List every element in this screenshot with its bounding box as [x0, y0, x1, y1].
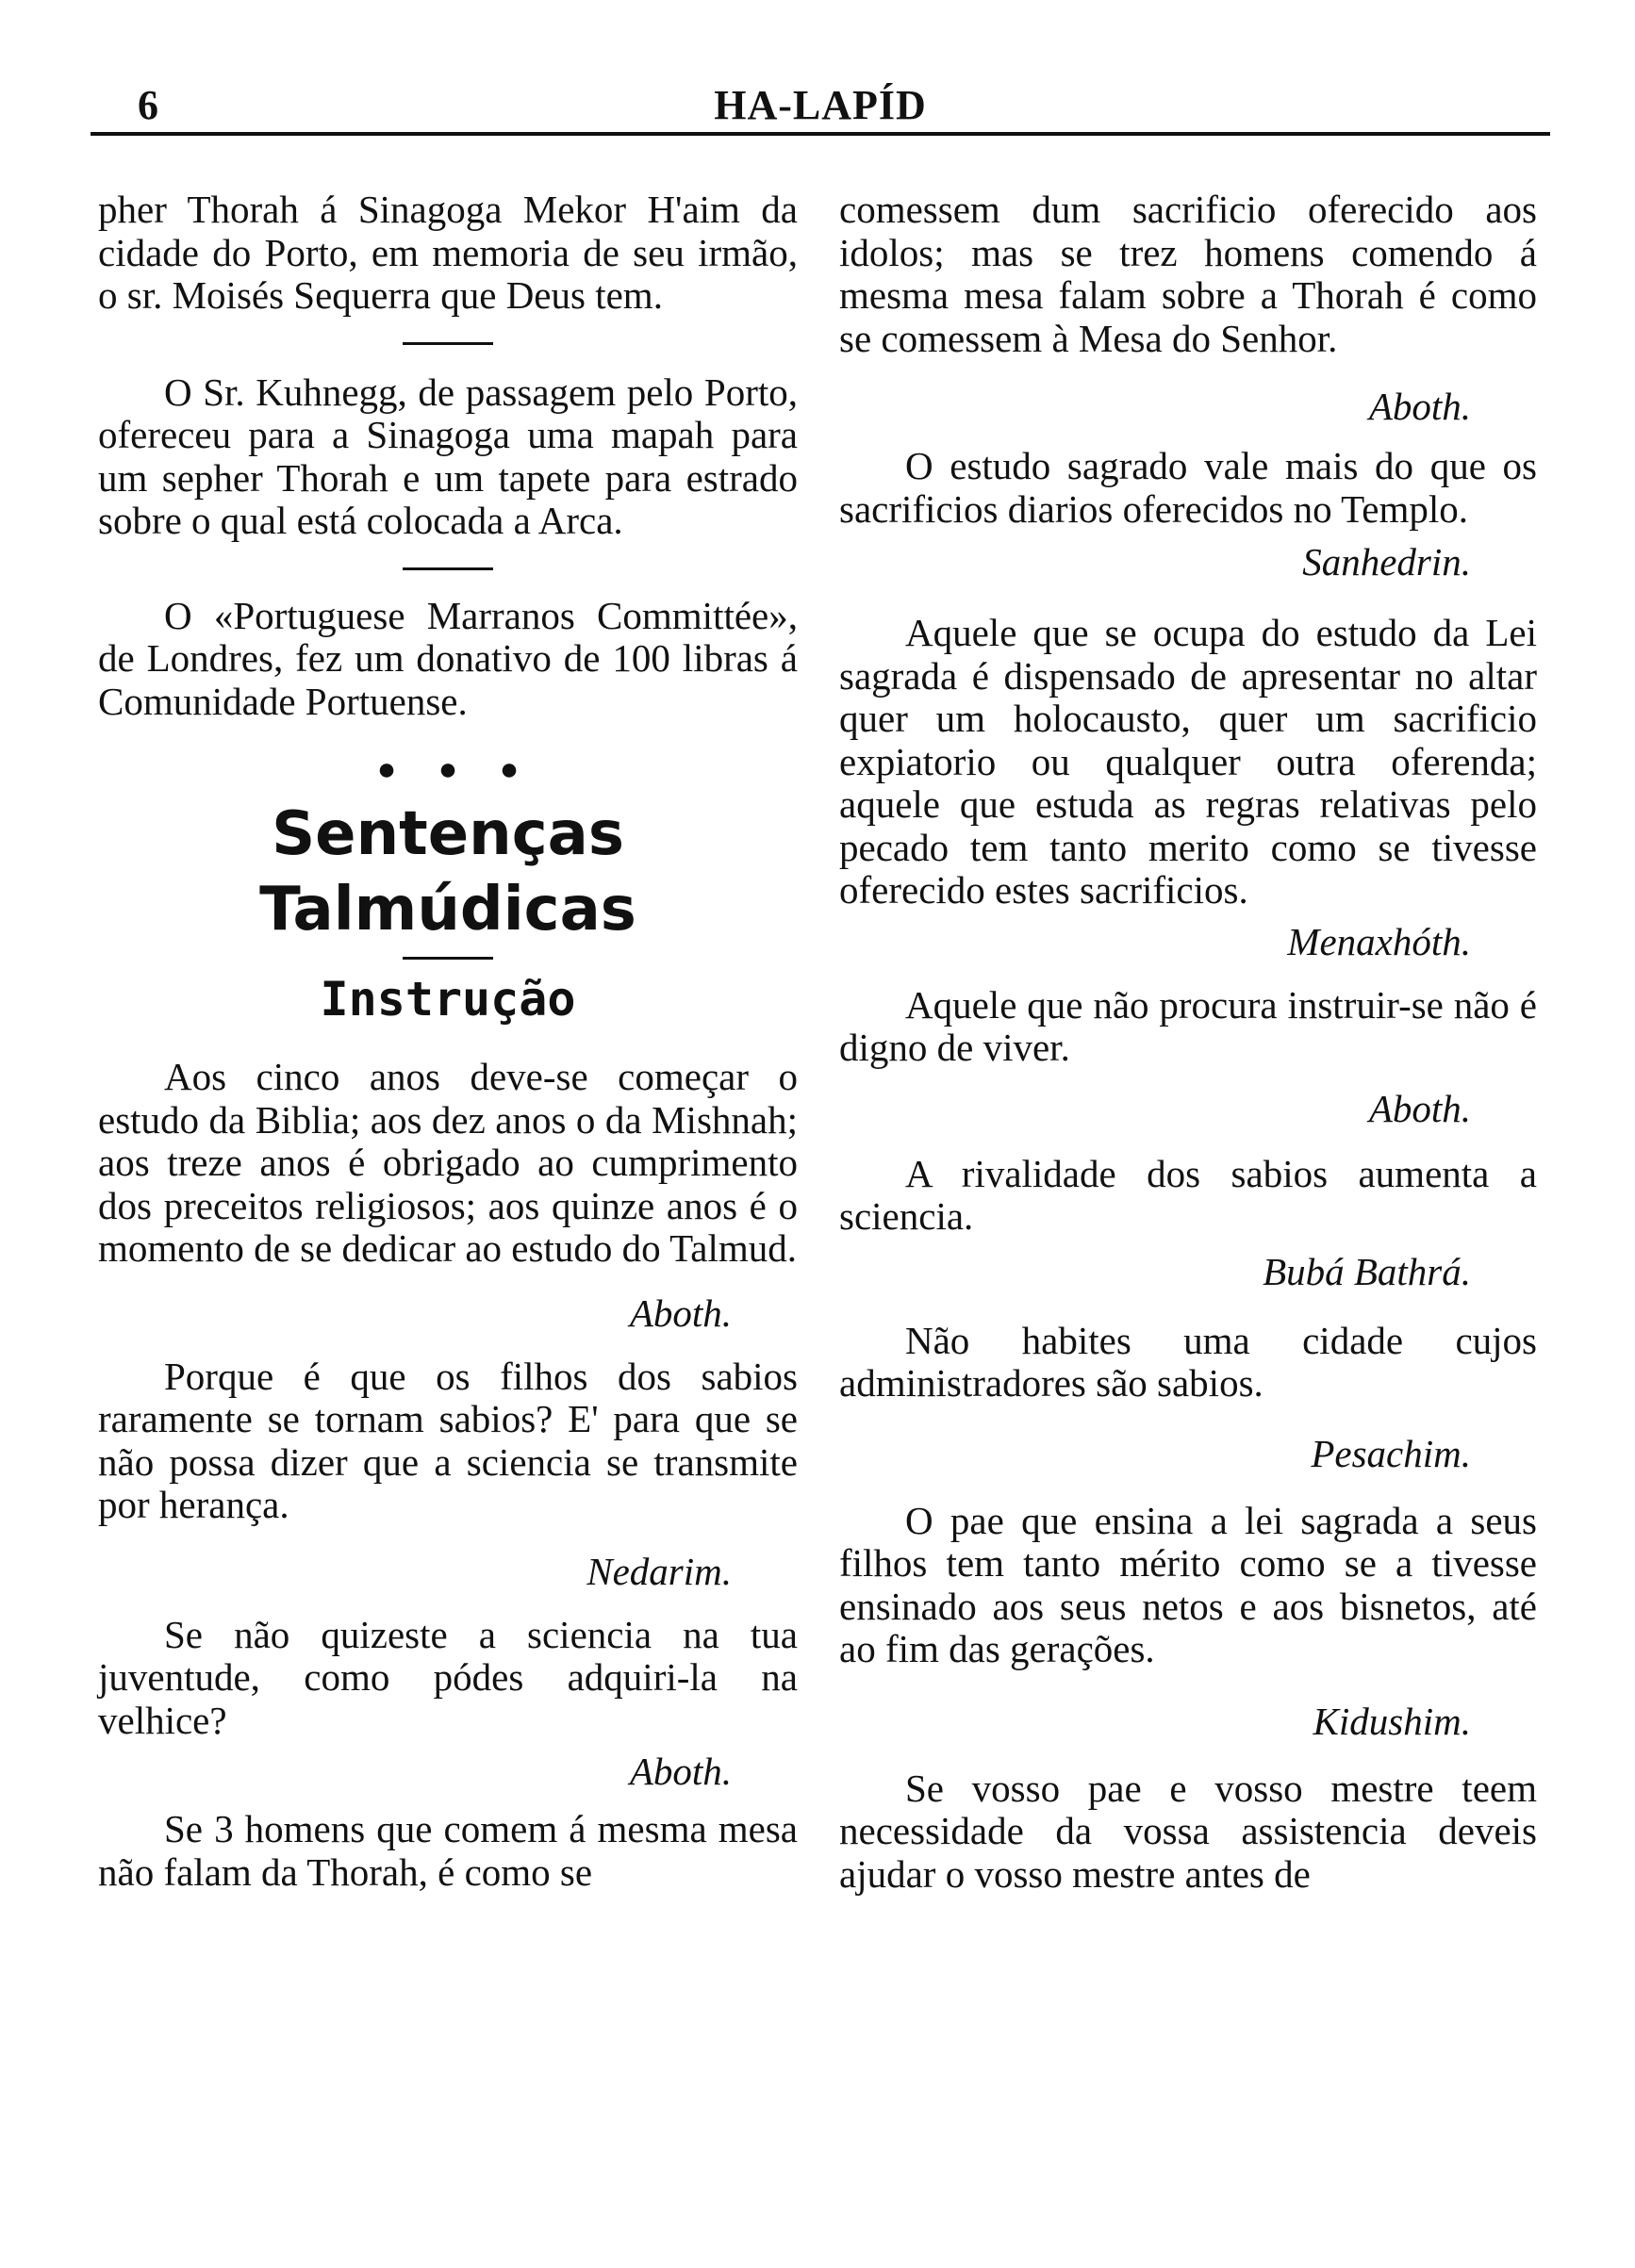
- section-title: Sentenças Talmúdicas: [259, 799, 636, 945]
- page-number: 6: [138, 82, 158, 128]
- saying-source: Pesachim.: [1311, 1431, 1471, 1475]
- saying-source: Sanhedrin.: [1302, 540, 1471, 583]
- left-column: [98, 189, 798, 1894]
- page-header: [91, 81, 1550, 138]
- journal-title: HA-LAPÍD: [714, 82, 927, 128]
- saying-source: Aboth.: [1368, 1086, 1471, 1130]
- saying-source: Kidushim.: [1313, 1699, 1471, 1743]
- saying-paragraph: Porque é que os filhos dos sabios raramente se tornam sabios? E' para que se não possa dizer que a sciencia se transmite por herança.: [98, 1354, 798, 1526]
- saying-source: Aboth.: [1368, 385, 1471, 428]
- ornament-dots: ● ● ●: [376, 752, 537, 787]
- paragraph-marranos-committee: O «Portuguese Marranos Committée», de Londres, fez um donativo de 100 libras á Comunidade Portuense.: [98, 593, 798, 723]
- saying-paragraph: Aos cinco anos deve-se começar o estudo da Biblia; aos dez anos o da Mishnah; aos treze anos é obrigado ao cumprimento dos preceitos religiosos; aos quinze anos é o momento de se dedicar ao estudo do Talmud.: [98, 1055, 798, 1270]
- section-subtitle: Instrução: [320, 972, 576, 1027]
- saying-paragraph: O pae que ensina a lei sagrada a seus filhos tem tanto mérito como se a tivesse ensinado aos seus netos e aos bisnetos, até ao fim das gerações.: [839, 1498, 1537, 1670]
- saying-paragraph: Não habites uma cidade cujos administradores são sabios.: [839, 1318, 1537, 1405]
- paragraph-sepher-thorah: pher Thorah á Sinagoga Mekor H'aim da cidade do Porto, em memoria de seu irmão, o sr. Moisés Sequerra que Deus tem.: [98, 188, 798, 317]
- header-rule: [91, 132, 1550, 136]
- saying-paragraph: A rivalidade dos sabios aumenta a sciencia.: [839, 1151, 1537, 1238]
- saying-paragraph: O estudo sagrado vale mais do que os sacrificios diarios oferecidos no Templo.: [839, 444, 1537, 531]
- saying-paragraph: Aquele que se ocupa do estudo da Lei sagrada é dispensado de apresentar no altar quer um holocausto, quer um sacrificio expiatorio ou qualquer outra oferenda; aquele que estuda as regras relativas pelo pecado tem tanto merito como se tivesse oferecido estes sacrificios.: [839, 611, 1537, 912]
- paragraph-kuhnegg: O Sr. Kuhnegg, de passagem pelo Porto, ofereceu para a Sinagoga uma mapah para um sepher Thorah e um tapete para estrado sobre o qual está colocada a Arca.: [98, 370, 798, 542]
- saying-source: Menaxhóth.: [1287, 919, 1471, 963]
- right-column: [839, 189, 1537, 1896]
- saying-source: Aboth.: [629, 1290, 732, 1335]
- saying-source: Nedarim.: [586, 1549, 732, 1593]
- saying-paragraph: Se não quizeste a sciencia na tua juventude, como pódes adquiri-la na velhice?: [98, 1612, 798, 1742]
- saying-paragraph: comessem dum sacrificio oferecido aos idolos; mas se trez homens comendo á mesma mesa falam sobre a Thorah é como se comessem à Mesa do Senhor.: [839, 188, 1537, 360]
- saying-paragraph: Se vosso pae e vosso mestre teem necessidade da vossa assistencia deveis ajudar o vosso mestre antes de: [839, 1766, 1537, 1896]
- saying-paragraph: Aquele que não procura instruir-se não é digno de viver.: [839, 982, 1537, 1069]
- saying-source: Aboth.: [629, 1750, 732, 1793]
- saying-source: Bubá Bathrá.: [1263, 1249, 1471, 1293]
- saying-paragraph: Se 3 homens que comem á mesma mesa não falam da Thorah, é como se: [98, 1807, 798, 1894]
